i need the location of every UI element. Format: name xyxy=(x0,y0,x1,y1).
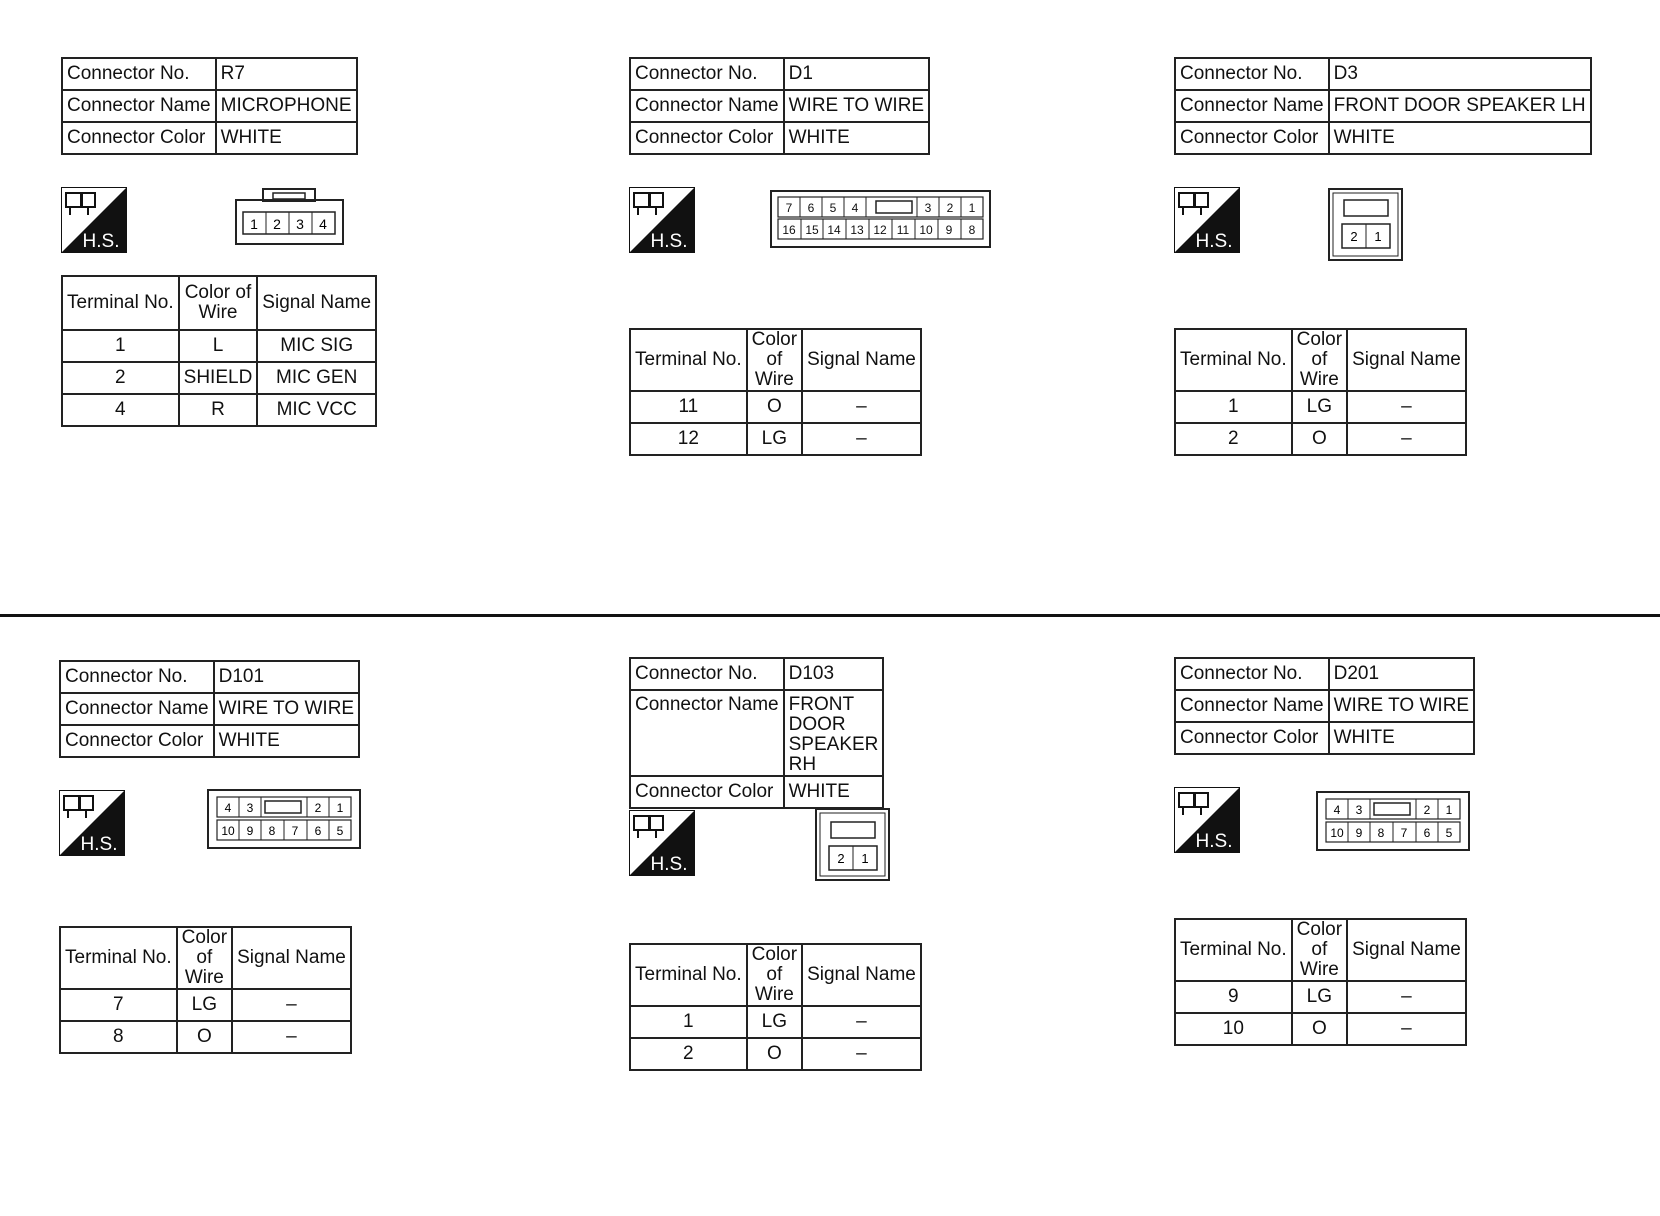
pin-label: 4 xyxy=(319,216,327,232)
connector-name-value: FRONT DOOR SPEAKER RH xyxy=(784,690,884,776)
table-row xyxy=(62,394,376,426)
color-of-wire-header: Color of Wire xyxy=(1292,919,1347,981)
connector-name-label: Connector Name xyxy=(60,693,214,725)
connector-info-table xyxy=(61,57,358,155)
connector-name-label: Connector Name xyxy=(1175,90,1329,122)
terminal-table xyxy=(1174,328,1467,456)
connector-no-value: D101 xyxy=(214,661,359,693)
pin-label: 10 xyxy=(221,824,235,838)
connector-color-label: Connector Color xyxy=(630,776,784,808)
pin-label: 4 xyxy=(851,201,859,215)
signal-cell: – xyxy=(232,1021,351,1053)
connector-name-value: WIRE TO WIRE xyxy=(214,693,359,725)
wire-cell: SHIELD xyxy=(179,362,258,394)
connector-info-table xyxy=(629,657,884,809)
terminal-cell: 9 xyxy=(1175,981,1292,1013)
terminal-cell: 2 xyxy=(1175,423,1292,455)
table-row xyxy=(1175,981,1466,1013)
pin-label: 14 xyxy=(827,223,841,237)
section-divider xyxy=(0,614,1660,617)
pin-label: 10 xyxy=(1330,826,1344,840)
pin-label: 11 xyxy=(896,223,910,237)
hand-connector-icon xyxy=(66,193,95,215)
signal-cell: – xyxy=(1347,391,1466,423)
hs-badge xyxy=(1174,187,1240,253)
table-row xyxy=(630,1038,921,1070)
signal-name-header: Signal Name xyxy=(802,944,921,1006)
pin-label: 2 xyxy=(1423,803,1431,817)
table-row xyxy=(1175,1013,1466,1045)
connector-name-label: Connector Name xyxy=(1175,690,1329,722)
connector-face-diagram xyxy=(1328,188,1404,262)
table-row xyxy=(60,1021,351,1053)
pin-label: 9 xyxy=(945,223,953,237)
pin-label: 6 xyxy=(314,824,322,838)
terminal-cell: 2 xyxy=(62,362,179,394)
connector-name-value: WIRE TO WIRE xyxy=(784,90,929,122)
terminal-no-header: Terminal No. xyxy=(60,927,177,989)
terminal-cell: 4 xyxy=(62,394,179,426)
connector-face-diagram xyxy=(815,808,891,882)
connector-no-value: D3 xyxy=(1329,58,1591,90)
pin-label: 5 xyxy=(1445,826,1453,840)
pin-label: 4 xyxy=(224,801,232,815)
connector-no-value: R7 xyxy=(216,58,357,90)
pin-label: 8 xyxy=(1377,826,1385,840)
connector-no-label: Connector No. xyxy=(630,58,784,90)
hs-badge xyxy=(59,790,125,856)
connector-no-value: D103 xyxy=(784,658,884,690)
hs-label: H.S. xyxy=(82,231,120,252)
connector-no-label: Connector No. xyxy=(60,661,214,693)
terminal-cell: 7 xyxy=(60,989,177,1021)
connector-color-value: WHITE xyxy=(1329,722,1474,754)
pin-label: 1 xyxy=(1374,229,1382,244)
table-row xyxy=(60,989,351,1021)
pin-label: 10 xyxy=(919,223,933,237)
hs-badge xyxy=(629,187,695,253)
pin-label: 2 xyxy=(946,201,954,215)
connector-face-diagram xyxy=(207,789,362,851)
wire-cell: LG xyxy=(1292,981,1347,1013)
connector-color-label: Connector Color xyxy=(60,725,214,757)
terminal-cell: 8 xyxy=(60,1021,177,1053)
pin-label: 7 xyxy=(1400,826,1408,840)
pin-label: 8 xyxy=(968,223,976,237)
table-row xyxy=(630,1006,921,1038)
connector-face-diagram xyxy=(235,186,345,246)
terminal-no-header: Terminal No. xyxy=(62,276,179,330)
wire-cell: LG xyxy=(747,1006,802,1038)
terminal-cell: 1 xyxy=(1175,391,1292,423)
connector-info-table xyxy=(1174,57,1592,155)
pin-label: 16 xyxy=(782,223,796,237)
hs-label: H.S. xyxy=(1195,831,1233,852)
hand-connector-icon xyxy=(64,796,93,818)
hs-badge xyxy=(629,810,695,876)
signal-cell: – xyxy=(1347,1013,1466,1045)
table-row xyxy=(630,391,921,423)
color-of-wire-header: Color of Wire xyxy=(747,329,802,391)
terminal-no-header: Terminal No. xyxy=(630,329,747,391)
pin-label: 2 xyxy=(837,851,845,866)
hs-label: H.S. xyxy=(1195,231,1233,252)
color-of-wire-header: Color of Wire xyxy=(1292,329,1347,391)
connector-color-value: WHITE xyxy=(1329,122,1591,154)
connector-no-label: Connector No. xyxy=(62,58,216,90)
pin-label: 2 xyxy=(314,801,322,815)
connector-color-label: Connector Color xyxy=(1175,722,1329,754)
wire-cell: LG xyxy=(177,989,232,1021)
hs-label: H.S. xyxy=(650,231,688,252)
pin-label: 7 xyxy=(785,201,793,215)
signal-cell: MIC GEN xyxy=(257,362,376,394)
connector-color-label: Connector Color xyxy=(1175,122,1329,154)
signal-cell: – xyxy=(802,1006,921,1038)
connector-name-label: Connector Name xyxy=(630,690,784,776)
pin-label: 6 xyxy=(807,201,815,215)
signal-cell: MIC SIG xyxy=(257,330,376,362)
pin-label: 9 xyxy=(246,824,254,838)
wire-cell: O xyxy=(747,391,802,423)
connector-color-value: WHITE xyxy=(784,122,929,154)
pin-label: 4 xyxy=(1333,803,1341,817)
wire-cell: LG xyxy=(1292,391,1347,423)
wire-cell: O xyxy=(747,1038,802,1070)
connector-name-value: MICROPHONE xyxy=(216,90,357,122)
pin-label: 3 xyxy=(246,801,254,815)
signal-name-header: Signal Name xyxy=(257,276,376,330)
table-row xyxy=(62,362,376,394)
pin-label: 5 xyxy=(829,201,837,215)
connector-name-value: WIRE TO WIRE xyxy=(1329,690,1474,722)
terminal-no-header: Terminal No. xyxy=(1175,919,1292,981)
terminal-cell: 10 xyxy=(1175,1013,1292,1045)
signal-name-header: Signal Name xyxy=(1347,329,1466,391)
connector-info-table xyxy=(629,57,930,155)
terminal-cell: 1 xyxy=(62,330,179,362)
terminal-cell: 11 xyxy=(630,391,747,423)
pin-label: 6 xyxy=(1423,826,1431,840)
wire-cell: LG xyxy=(747,423,802,455)
connector-no-label: Connector No. xyxy=(1175,58,1329,90)
pin-label: 7 xyxy=(291,824,299,838)
connector-name-value: FRONT DOOR SPEAKER LH xyxy=(1329,90,1591,122)
pin-label: 1 xyxy=(968,201,976,215)
connector-no-value: D1 xyxy=(784,58,929,90)
connector-info-table xyxy=(59,660,360,758)
table-row xyxy=(62,330,376,362)
pin-label: 5 xyxy=(336,824,344,838)
connector-color-label: Connector Color xyxy=(62,122,216,154)
signal-name-header: Signal Name xyxy=(1347,919,1466,981)
terminal-table xyxy=(1174,918,1467,1046)
wire-cell: O xyxy=(1292,1013,1347,1045)
connector-color-value: WHITE xyxy=(784,776,884,808)
hand-connector-icon xyxy=(1179,193,1208,215)
pin-label: 1 xyxy=(250,216,258,232)
terminal-table xyxy=(629,328,922,456)
terminal-cell: 12 xyxy=(630,423,747,455)
signal-cell: – xyxy=(1347,981,1466,1013)
color-of-wire-header: Color of Wire xyxy=(747,944,802,1006)
pin-label: 1 xyxy=(1445,803,1453,817)
connector-color-value: WHITE xyxy=(214,725,359,757)
wire-cell: O xyxy=(1292,423,1347,455)
pin-label: 2 xyxy=(1350,229,1358,244)
hand-connector-icon xyxy=(634,193,663,215)
connector-color-value: WHITE xyxy=(216,122,357,154)
color-of-wire-header: Color of Wire xyxy=(177,927,232,989)
hs-badge xyxy=(61,187,127,253)
signal-cell: – xyxy=(802,423,921,455)
hand-connector-icon xyxy=(1179,793,1208,815)
terminal-no-header: Terminal No. xyxy=(1175,329,1292,391)
terminal-table xyxy=(59,926,352,1054)
signal-cell: – xyxy=(1347,423,1466,455)
signal-cell: – xyxy=(802,1038,921,1070)
signal-name-header: Signal Name xyxy=(232,927,351,989)
connector-name-label: Connector Name xyxy=(630,90,784,122)
connector-color-label: Connector Color xyxy=(630,122,784,154)
pin-label: 1 xyxy=(336,801,344,815)
signal-cell: – xyxy=(802,391,921,423)
terminal-table xyxy=(61,275,377,427)
terminal-cell: 2 xyxy=(630,1038,747,1070)
terminal-no-header: Terminal No. xyxy=(630,944,747,1006)
pin-label: 3 xyxy=(1355,803,1363,817)
color-of-wire-header: Color of Wire xyxy=(179,276,258,330)
terminal-cell: 1 xyxy=(630,1006,747,1038)
pin-label: 8 xyxy=(268,824,276,838)
table-row xyxy=(1175,391,1466,423)
connector-no-value: D201 xyxy=(1329,658,1474,690)
wire-cell: R xyxy=(179,394,258,426)
connector-no-label: Connector No. xyxy=(1175,658,1329,690)
table-row xyxy=(1175,423,1466,455)
table-row xyxy=(630,423,921,455)
connector-face-diagram xyxy=(1316,791,1471,853)
terminal-table xyxy=(629,943,922,1071)
connector-info-table xyxy=(1174,657,1475,755)
hand-connector-icon xyxy=(634,816,663,838)
pin-label: 9 xyxy=(1355,826,1363,840)
connector-no-label: Connector No. xyxy=(630,658,784,690)
pin-label: 1 xyxy=(861,851,869,866)
pin-label: 12 xyxy=(873,223,887,237)
connector-face-diagram xyxy=(770,190,992,250)
pin-label: 2 xyxy=(273,216,281,232)
pin-label: 13 xyxy=(850,223,864,237)
connector-name-label: Connector Name xyxy=(62,90,216,122)
hs-label: H.S. xyxy=(650,854,688,875)
signal-cell: MIC VCC xyxy=(257,394,376,426)
signal-name-header: Signal Name xyxy=(802,329,921,391)
pin-label: 3 xyxy=(296,216,304,232)
signal-cell: – xyxy=(232,989,351,1021)
pin-label: 15 xyxy=(805,223,819,237)
hs-label: H.S. xyxy=(80,834,118,855)
wire-cell: L xyxy=(179,330,258,362)
hs-badge xyxy=(1174,787,1240,853)
pin-label: 3 xyxy=(924,201,932,215)
wire-cell: O xyxy=(177,1021,232,1053)
